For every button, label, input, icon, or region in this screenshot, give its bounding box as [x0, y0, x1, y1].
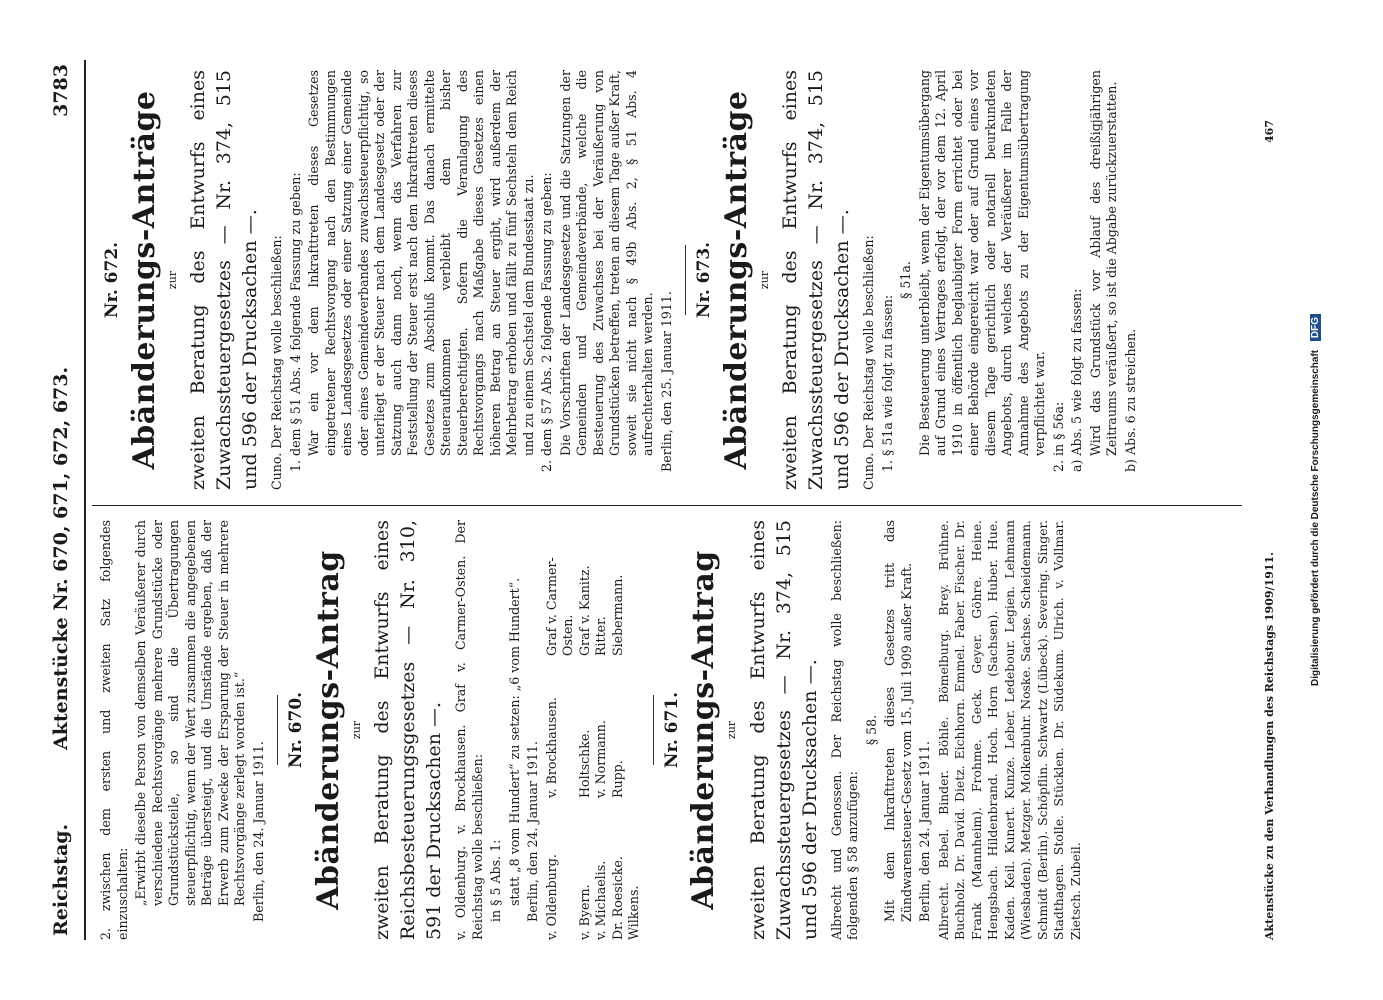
column-divider: [92, 505, 1242, 506]
dfg-logo: DFG: [1310, 314, 1321, 341]
nr671-number: Nr. 671.: [661, 691, 682, 769]
signer: v. Oldenburg.: [543, 854, 559, 940]
intro-item: 2. zwischen dem ersten und zweiten Satz folgendes einzuschalten:: [98, 520, 130, 940]
page-footer: [1263, 60, 1285, 940]
nr671-subject: zweiten Beratung des Entwurfs eines Zuwachssteuergesetzes — Nr. 374, 515 und 596 der Drucksachen —.: [746, 520, 821, 940]
nr672-item2-head: 2. dem § 57 Abs. 2 folgende Fassung zu geben:: [539, 172, 554, 472]
nr673-item2a: a) Abs. 5 wie folgt zu fassen:: [1069, 288, 1084, 472]
page-header: [48, 60, 76, 940]
signer: Rupp.: [609, 760, 625, 798]
separator: [685, 245, 686, 315]
footer-source: Aktenstücke zu den Verhandlungen des Reichstags 1909/1911.: [1263, 552, 1276, 940]
header-rule: [84, 60, 86, 940]
nr670-motion: v. Oldenburg. v. Brockhausen. Graf v. Carmer-Osten. Der Reichstag wolle beschließen:: [453, 520, 485, 940]
nr670-zur: zur: [349, 720, 363, 740]
nr670-number: Nr. 670.: [286, 691, 306, 769]
signer: v. Normann.: [593, 720, 608, 798]
nr672-zur: zur: [165, 270, 179, 290]
nr671-text: Mit dem Inkrafttreten dieses Gesetzes tritt das Zündwarensteuer-Gesetz vom 15. Juli 1909 außer Kraft.: [882, 520, 914, 922]
header-center: Aktenstücke Nr. 670, 671, 672, 673.: [50, 366, 72, 750]
nr672-motion: Cuno. Der Reichstag wolle beschließen:: [269, 235, 284, 490]
nr670-title: Abänderungs-Antrag: [310, 550, 346, 910]
nr672-title: Abänderungs-Anträge: [126, 90, 162, 470]
nr673-item1-text: Die Besteuerung unterbleibt, wenn der Eigentumsübergang auf Grund eines Vertrages erfolgt, der vor dem 12. April 1910 in öffentlich beglaubigter Form errichtet oder bei einer Behörde eingereicht war oder auf Grund eines vor diesem Tage gerichtlich oder notariell beurkundeten Angebots, durch welches der Veräußerer im Falle der Annahme des Angebots zu der Eigentumsübertragung verpflichtet war.: [916, 70, 1047, 456]
signer: v. Byern.: [576, 884, 592, 940]
dfg-credit-text: Digitalisierung gefördert durch die Deutsche Forschungsgemeinschaft: [1310, 349, 1321, 687]
nr671-motion: Albrecht und Genossen. Der Reichstag wolle beschließen: folgenden § 58 anzufügen:: [828, 520, 860, 940]
nr673-number: Nr. 673.: [694, 241, 714, 319]
nr672-item1-head: 1. dem § 51 Abs. 4 folgende Fassung zu geben:: [287, 172, 303, 472]
nr671-title: Abänderungs-Antrag: [686, 550, 721, 910]
nr671-signers: Albrecht. Bebel. Binder. Böhle. Bömelburg. Brey. Brühne. Buchholz. Dr. David. Dietz. Eichhorn. Emmel. Faber. Fischer. Dr. Frank (Mannheim). Frohme. Geck. Geyer. Göhre. Heine. Hengsbach. Hildenbrand. Hoch. Horn (Sachsen). Huber. Hue. Kaden. Keil. Kunert. Kunze. Leber. Ledebour. Legien. Lehmann (Wiesbaden). Metzger. Molkenbuhr. Noske. Sachse. Scheidemann. Schmidt (Berlin). Schöpflin. Schwartz (Lübeck). Severing. Singer. Stadthagen. Stolle. Stücklen. Dr. Südekum. Ulrich. v. Vollmar. Zietsch. Zubeil.: [935, 520, 1083, 940]
nr673-title: Abänderungs-Anträge: [718, 90, 754, 470]
signer: Graf v. Carmer-Osten.: [543, 557, 575, 656]
signer: Wilkens.: [626, 885, 641, 940]
nr670-signers: [544, 520, 643, 940]
nr672-number: Nr. 672.: [102, 241, 122, 319]
nr671-date: Berlin, den 24. Januar 1911.: [917, 741, 932, 922]
signer: Ritter.: [593, 616, 608, 656]
intro-date: Berlin, den 24. Januar 1911.: [250, 741, 266, 922]
signer: Holtschke.: [576, 729, 592, 798]
nr670-subject: zweiten Beratung des Entwurfs eines Reichsbesteuerungsgesetzes — Nr. 310, 591 der Drucksachen —.: [371, 520, 445, 940]
nr670-date: Berlin, den 24. Januar 1911.: [525, 741, 540, 922]
nr672-subject: zweiten Beratung des Entwurfs eines Zuwachssteuergesetzes — Nr. 374, 515 und 596 der Drucksachen —.: [187, 70, 261, 490]
nr673-paragraph: § 51a.: [898, 261, 913, 299]
dfg-credit: [1310, 20, 1321, 980]
right-column: [98, 70, 1141, 490]
nr670-replace: statt „8 vom Hundert“ zu setzen: „6 vom Hundert“.: [506, 577, 522, 906]
nr673-subject: zweiten Beratung des Entwurfs eines Zuwachssteuergesetzes — Nr. 374, 515 und 596 der Drucksachen —.: [779, 70, 853, 490]
document-page: [48, 60, 1321, 940]
nr672-date: Berlin, den 25. Januar 1911.: [658, 291, 674, 472]
separator: [277, 695, 278, 765]
nr673-item1-head: 1. § 51a wie folgt zu fassen:: [879, 294, 895, 472]
nr672-item1-text: War ein vor dem Inkrafttreten dieses Gesetzes eingetretener Rechtsvorgang nach den Bestimmungen eines Landesgesetzes oder einer Satzung einer Gemeinde oder eines Gemeindeverbandes zuwachssteuerpflichtig, so unterliegt er der Steuer nach dem Landesgesetz oder der Satzung auch dann noch, wenn das Verfahren zur Feststellung der Steuer erst nach dem Inkrafttreten dieses Gesetzes zum Abschluß kommt. Das danach ermittelte Steueraufkommen verbleibt dem bisher Steuerberechtigten. Sofern die Veranlagung des Rechtsvorgangs nach Maßgabe dieses Gesetzes einen höheren Betrag an Steuer ergibt, wird außerdem der Mehrbetrag erhoben und fällt zu fünf Sechsteln dem Reich und zu einem Sechstel dem Bundesstaat zu.: [306, 70, 536, 456]
signer: v. Michaelis.: [593, 860, 608, 940]
signer: Graf v. Kanitz.: [576, 565, 592, 656]
nr670-item: in § 5 Abs. 1:: [488, 839, 503, 922]
signer: Siebermann.: [609, 574, 625, 656]
nr673-item2b: b) Abs. 6 zu streichen.: [1122, 328, 1138, 472]
nr673-motion: Cuno. Der Reichstag wolle beschließen:: [861, 235, 876, 490]
header-left: Reichstag.: [50, 823, 72, 936]
intro-quote: „Erwirbt dieselbe Person von demselben Veräußerer durch verschiedene Rechtsvorgänge mehrere Grundstücke oder Grundstücksteile, so sind die Übertragungen steuerpflichtig, wenn der Wert zusammen die angegebenen Beträge übersteigt, und die Umstände ergeben, daß der Erwerb zum Zwecke der Ersparung der Steuer in mehrere Rechtsvorgänge zerlegt worden ist.“: [133, 520, 247, 906]
left-column: [98, 520, 1086, 940]
nr671-paragraph: § 58.: [863, 714, 879, 746]
nr672-item2-text: Die Vorschriften der Landesgesetze und die Satzungen der Gemeinden und Gemeindeverbände, welche die Besteuerung des Zuwachses bei der Veräußerung von Grundstücken betreffen, treten an diesem Tage außer Kraft, soweit sie nicht nach § 49b Abs. 2, § 51 Abs. 4 aufrechterhalten werden.: [557, 70, 655, 456]
signer: Dr. Roesicke.: [609, 856, 625, 940]
nr673-item2a-text: Wird das Grundstück vor Ablauf des dreißigjährigen Zeitraums veräußert, so ist die Abgabe zurückzuerstatten.: [1087, 70, 1119, 456]
sheet-number: 467: [1263, 120, 1276, 143]
signer: v. Brockhausen.: [543, 697, 559, 798]
nr673-zur: zur: [757, 270, 771, 290]
nr671-zur: zur: [725, 720, 738, 740]
nr673-item2-head: 2. in § 56a:: [1050, 401, 1066, 472]
page-number: 3783: [50, 64, 72, 117]
separator: [653, 695, 654, 765]
